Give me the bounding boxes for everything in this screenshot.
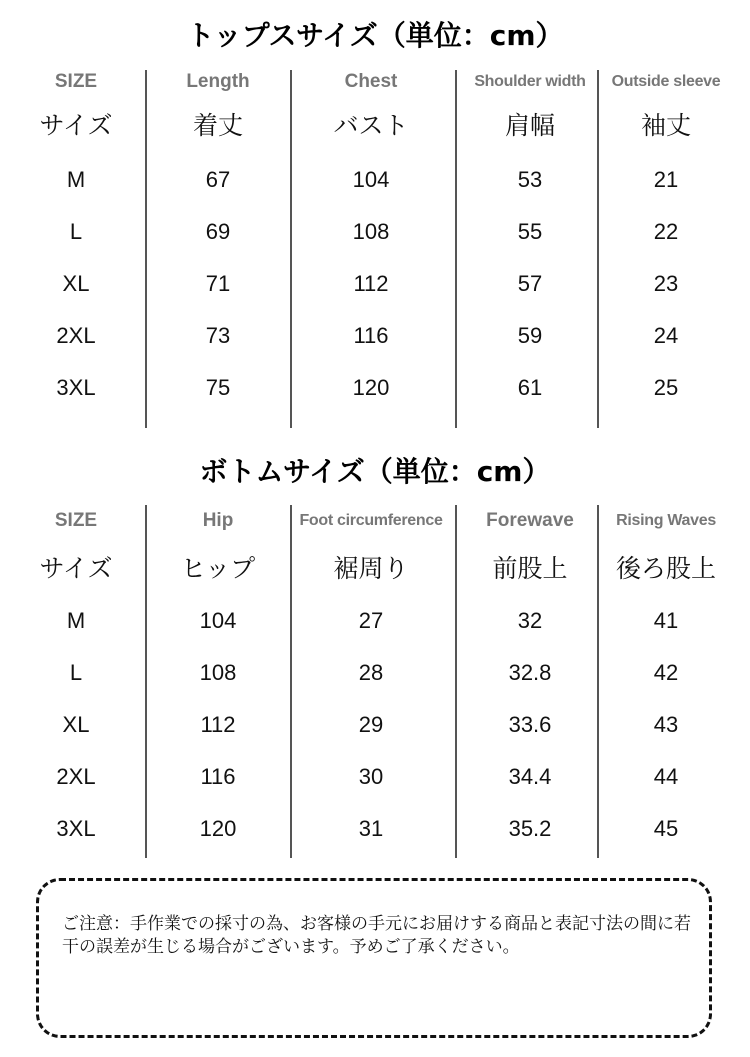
table-cell: 73 [205,323,231,348]
table-cell: 45 [653,816,679,841]
table-cell: 108 [352,219,390,244]
table-cell: 41 [653,608,679,633]
table-cell: 29 [358,712,384,737]
header-en: Length [186,71,250,92]
table-cell: 31 [358,816,384,841]
table-cell: 120 [352,375,390,400]
size-label: 2XL [56,764,96,789]
header-jp: 肩幅 [504,111,555,140]
header-en: Foot circumference [299,512,443,529]
header-jp: ヒップ [180,554,256,583]
column-separator [290,505,292,858]
header-en: Outside sleeve [611,73,721,90]
table-cell: 30 [358,764,384,789]
table-cell: 32 [517,608,543,633]
table-cell: 22 [653,219,679,244]
header-jp: バスト [333,111,409,140]
table-cell: 34.4 [508,764,552,789]
table-cell: 75 [205,375,231,400]
table-cell: 57 [517,271,543,296]
table-cell: 104 [199,608,237,633]
table-cell: 108 [199,660,237,685]
table-cell: 116 [353,323,389,348]
table-cell: 28 [358,660,384,685]
size-label: XL [62,712,90,737]
header-en: Forewave [486,510,574,531]
table-cell: 33.6 [508,712,552,737]
size-label: 3XL [56,375,96,400]
header-en: Chest [344,71,398,92]
table-cell: 44 [653,764,679,789]
table-cell: 43 [653,712,679,737]
table-cell: 23 [653,271,679,296]
header-jp: サイズ [39,111,113,140]
table-cell: 55 [517,219,543,244]
header-jp: 後ろ股上 [615,554,716,583]
header-en: Rising Waves [616,512,716,529]
header-en: SIZE [54,510,98,531]
header-jp: 裾周り [333,554,409,583]
table-cell: 104 [352,167,390,192]
note-text: ご注意：手作業での採寸の為、お客様の手元にお届けする商品と表記寸法の間に若干の誤差が生じる場合がございます。予めご了承ください。 [62,914,691,957]
tops-title: トップスサイズ（単位：cm） [186,19,564,52]
header-jp: サイズ [39,554,113,583]
size-label: M [66,167,86,192]
table-cell: 32.8 [508,660,552,685]
table-cell: 35.2 [508,816,552,841]
header-en: Hip [202,510,234,531]
header-jp: 袖丈 [640,111,691,140]
table-cell: 112 [200,712,236,737]
header-jp: 前股上 [492,554,568,583]
header-en: SIZE [54,71,98,92]
table-cell: 24 [653,323,679,348]
table-cell: 69 [205,219,231,244]
size-label: L [69,660,83,685]
size-label: M [66,608,86,633]
table-cell: 71 [205,271,231,296]
table-cell: 61 [517,375,543,400]
table-cell: 53 [517,167,543,192]
header-jp: 着丈 [192,111,243,140]
table-cell: 25 [653,375,679,400]
table-cell: 120 [199,816,237,841]
table-cell: 112 [353,271,389,296]
table-cell: 27 [358,608,384,633]
size-label: L [69,219,83,244]
size-label: 3XL [56,816,96,841]
bottoms-title: ボトムサイズ（単位：cm） [199,455,551,488]
size-label: XL [62,271,90,296]
table-cell: 21 [653,167,679,192]
size-label: 2XL [56,323,96,348]
table-cell: 42 [653,660,679,685]
header-en: Shoulder width [474,73,586,90]
table-cell: 59 [517,323,543,348]
column-separator [290,70,292,428]
table-cell: 116 [200,764,236,789]
table-cell: 67 [205,167,231,192]
